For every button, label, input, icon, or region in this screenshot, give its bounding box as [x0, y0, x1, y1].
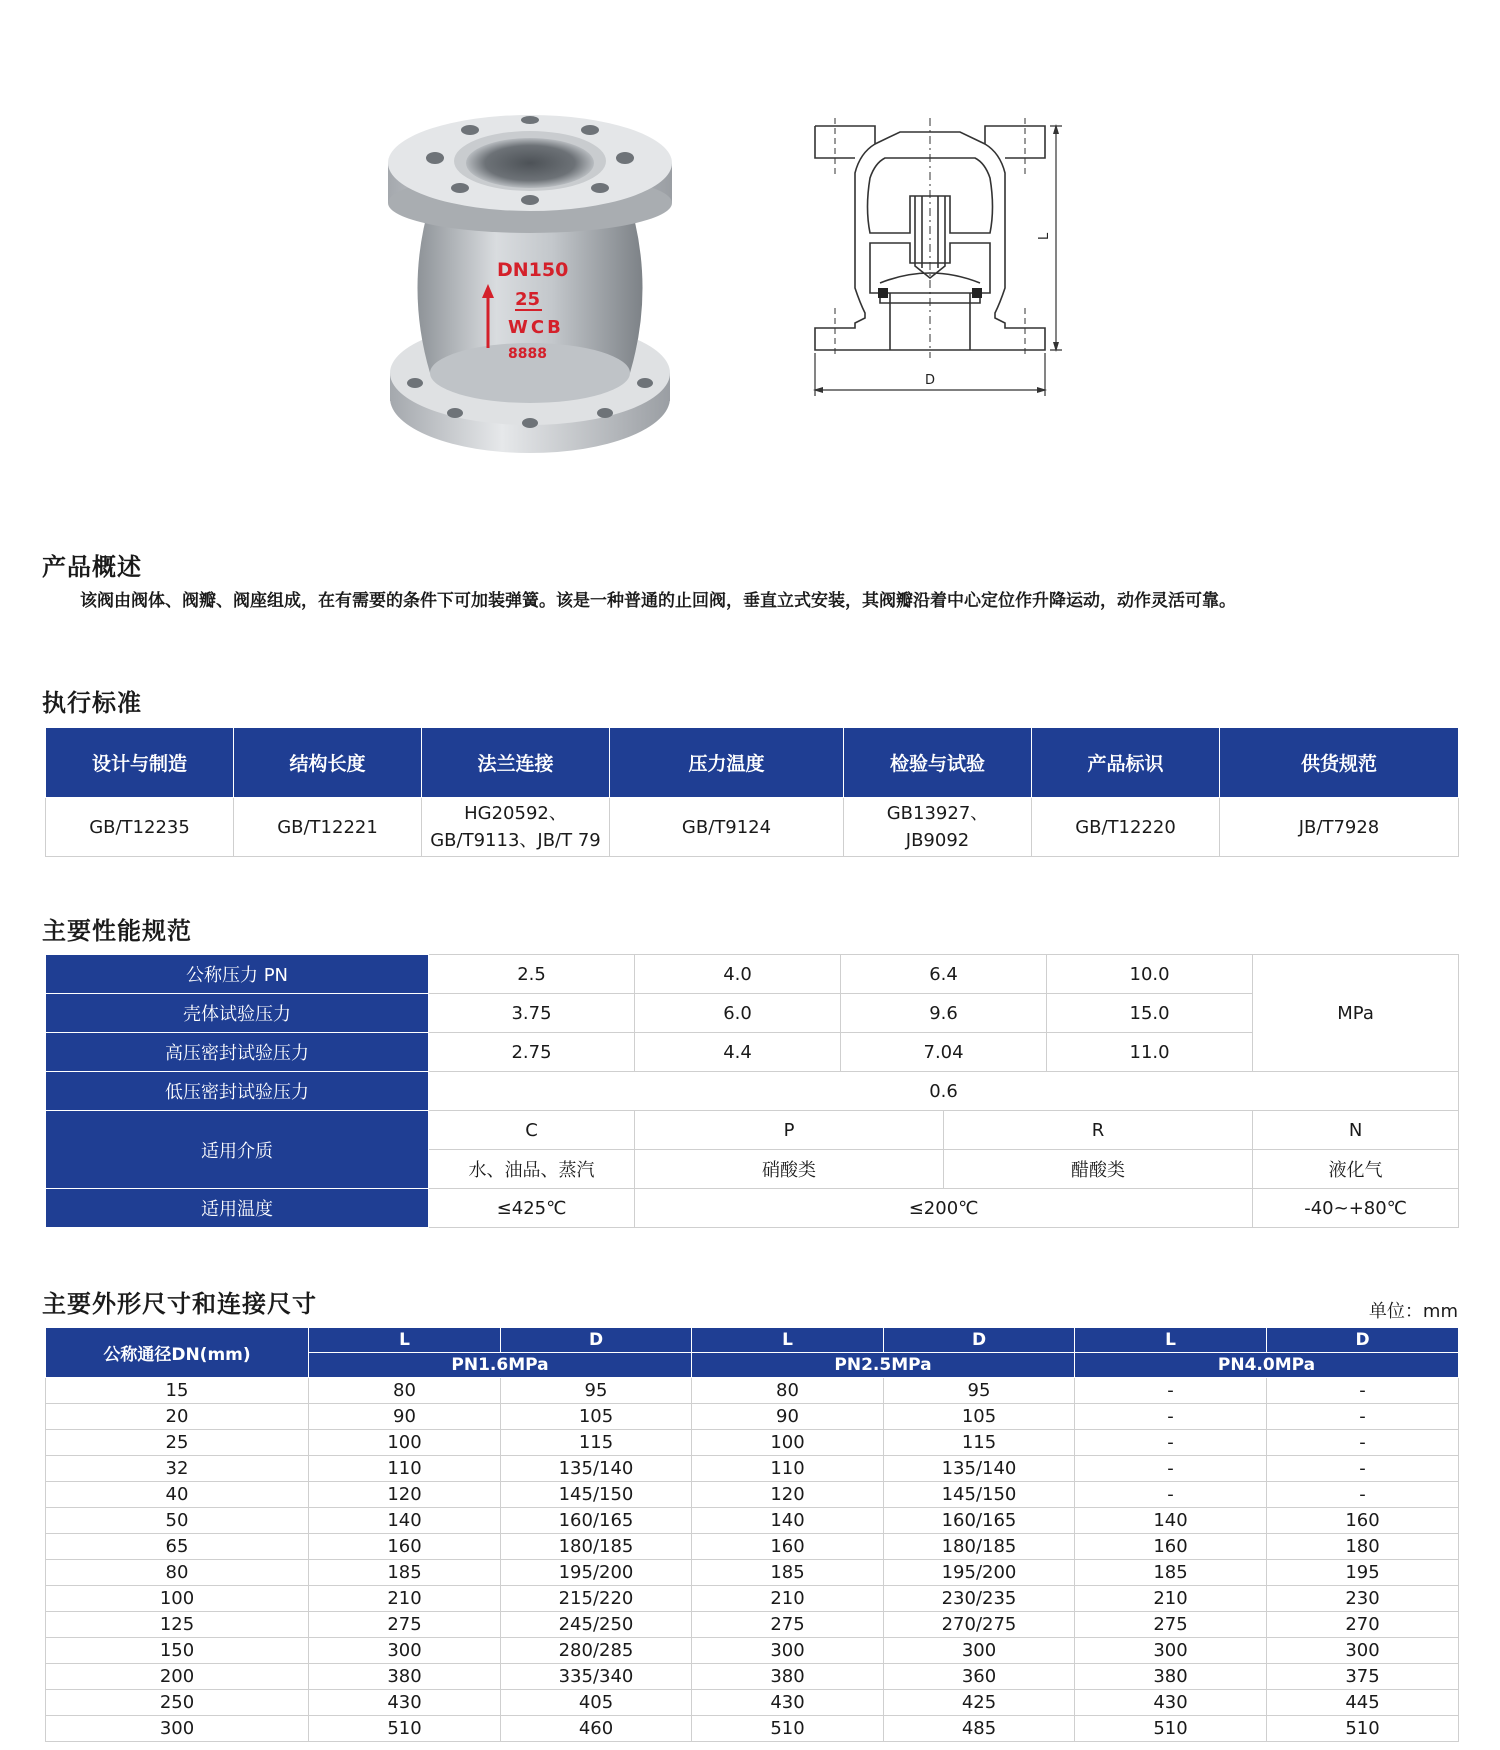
dims-cell-pn40-l: 275 [1075, 1612, 1267, 1638]
dims-cell-pn16-d: 245/250 [501, 1612, 692, 1638]
dims-cell-dn: 300 [46, 1716, 309, 1742]
perf-temp-value: ≤200℃ [635, 1189, 1253, 1228]
dims-header-d: D [1267, 1328, 1459, 1353]
table-row [46, 1664, 1459, 1690]
perf-label-high-seal: 高压密封试验压力 [46, 1033, 429, 1072]
dims-cell-pn16-d: 215/220 [501, 1586, 692, 1612]
dims-cell-pn40-d: 230 [1267, 1586, 1459, 1612]
dims-cell-dn: 20 [46, 1404, 309, 1430]
dims-cell-pn25-d: 270/275 [884, 1612, 1075, 1638]
dims-cell-dn: 150 [46, 1638, 309, 1664]
perf-high-seal-value: 4.4 [635, 1033, 841, 1072]
perf-shell-value: 3.75 [429, 994, 635, 1033]
table-row [46, 1586, 1459, 1612]
perf-media-code: C [429, 1111, 635, 1150]
dims-cell-pn40-l: 380 [1075, 1664, 1267, 1690]
dims-cell-pn25-d: 160/165 [884, 1508, 1075, 1534]
dims-cell-pn25-d: 145/150 [884, 1482, 1075, 1508]
dims-header-l: L [1075, 1328, 1267, 1353]
dimension-l-label: L [1037, 232, 1052, 240]
dims-cell-dn: 200 [46, 1664, 309, 1690]
dimensions-title: 主要外形尺寸和连接尺寸 [42, 1290, 317, 1318]
overview-text: 该阀由阀体、阀瓣、阀座组成，在有需要的条件下可加装弹簧。该是一种普通的止回阀，垂直立式安装，其阀瓣沿着中心定位作升降运动，动作灵活可靠。 [80, 591, 1236, 611]
dims-cell-pn25-l: 380 [692, 1664, 884, 1690]
valve-drawing [800, 118, 1120, 458]
dims-header-row-1 [46, 1328, 1459, 1353]
dims-cell-pn16-l: 510 [309, 1716, 501, 1742]
perf-label-temp: 适用温度 [46, 1189, 429, 1228]
dims-cell-pn40-d: 180 [1267, 1534, 1459, 1560]
perf-row-temp [46, 1189, 1459, 1228]
perf-row-high-seal [46, 1033, 1459, 1072]
dims-cell-pn25-l: 275 [692, 1612, 884, 1638]
dims-cell-pn16-l: 275 [309, 1612, 501, 1638]
perf-label-low-seal: 低压密封试验压力 [46, 1072, 429, 1111]
dims-cell-pn25-l: 110 [692, 1456, 884, 1482]
dims-cell-pn25-d: 360 [884, 1664, 1075, 1690]
perf-shell-value: 15.0 [1047, 994, 1253, 1033]
perf-row-media-codes [46, 1111, 1459, 1150]
dims-header-pn25: PN2.5MPa [692, 1353, 1075, 1378]
table-row [46, 1508, 1459, 1534]
dims-cell-pn40-d: - [1267, 1378, 1459, 1404]
dims-cell-pn25-l: 210 [692, 1586, 884, 1612]
dims-cell-pn16-d: 405 [501, 1690, 692, 1716]
dims-cell-pn25-d: 105 [884, 1404, 1075, 1430]
dims-cell-pn40-l: 140 [1075, 1508, 1267, 1534]
dims-cell-dn: 100 [46, 1586, 309, 1612]
dims-cell-pn40-l: 160 [1075, 1534, 1267, 1560]
dims-cell-dn: 15 [46, 1378, 309, 1404]
dims-cell-dn: 40 [46, 1482, 309, 1508]
std-value-flange: HG20592、 GB/T9113、JB/T 79 [422, 798, 610, 857]
dims-cell-pn40-d: - [1267, 1404, 1459, 1430]
marking-pressure: 25 [515, 289, 541, 310]
table-row [46, 1482, 1459, 1508]
dims-cell-pn40-l: - [1075, 1404, 1267, 1430]
perf-nominal-value: 10.0 [1047, 955, 1253, 994]
perf-row-shell [46, 994, 1459, 1033]
perf-shell-value: 9.6 [841, 994, 1047, 1033]
dims-cell-pn16-l: 80 [309, 1378, 501, 1404]
dims-cell-pn25-d: 135/140 [884, 1456, 1075, 1482]
standards-header-row [46, 728, 1459, 798]
dims-cell-pn40-l: - [1075, 1430, 1267, 1456]
std-header-supply: 供货规范 [1220, 728, 1459, 798]
dims-cell-pn16-l: 300 [309, 1638, 501, 1664]
perf-label-shell: 壳体试验压力 [46, 994, 429, 1033]
dims-cell-pn25-d: 115 [884, 1430, 1075, 1456]
std-header-flange: 法兰连接 [422, 728, 610, 798]
perf-media-code: P [635, 1111, 944, 1150]
perf-low-seal-value: 0.6 [429, 1072, 1459, 1111]
dims-cell-pn16-d: 180/185 [501, 1534, 692, 1560]
dims-cell-pn40-l: - [1075, 1378, 1267, 1404]
dims-cell-pn40-d: 445 [1267, 1690, 1459, 1716]
marking-material: WCB [508, 317, 564, 338]
dims-cell-pn25-l: 430 [692, 1690, 884, 1716]
table-row [46, 1456, 1459, 1482]
dims-header-pn16: PN1.6MPa [309, 1353, 692, 1378]
performance-title: 主要性能规范 [42, 917, 192, 945]
dims-cell-pn16-d: 335/340 [501, 1664, 692, 1690]
perf-high-seal-value: 11.0 [1047, 1033, 1253, 1072]
dims-header-l: L [692, 1328, 884, 1353]
valve-photo [385, 108, 675, 463]
dims-cell-pn40-l: 210 [1075, 1586, 1267, 1612]
perf-media-name: 水、油品、蒸汽 [429, 1150, 635, 1189]
dims-cell-pn16-l: 140 [309, 1508, 501, 1534]
dims-header-d: D [501, 1328, 692, 1353]
dims-body [46, 1378, 1459, 1742]
dims-cell-pn25-d: 180/185 [884, 1534, 1075, 1560]
dims-cell-pn40-d: - [1267, 1430, 1459, 1456]
std-value-design: GB/T12235 [46, 798, 234, 857]
dims-cell-pn40-l: 300 [1075, 1638, 1267, 1664]
dims-cell-pn25-d: 300 [884, 1638, 1075, 1664]
dims-cell-pn40-d: - [1267, 1456, 1459, 1482]
perf-row-low-seal [46, 1072, 1459, 1111]
dims-cell-pn25-l: 80 [692, 1378, 884, 1404]
std-value-marking: GB/T12220 [1032, 798, 1220, 857]
dims-cell-pn40-l: - [1075, 1456, 1267, 1482]
dims-cell-pn25-l: 510 [692, 1716, 884, 1742]
product-figures [0, 90, 1500, 480]
dims-cell-pn16-l: 100 [309, 1430, 501, 1456]
std-header-inspection: 检验与试验 [844, 728, 1032, 798]
perf-nominal-value: 6.4 [841, 955, 1047, 994]
std-value-pressure-temp: GB/T9124 [610, 798, 844, 857]
overview-title: 产品概述 [42, 553, 142, 581]
table-row [46, 1716, 1459, 1742]
dims-header-d: D [884, 1328, 1075, 1353]
dims-cell-pn40-l: 510 [1075, 1716, 1267, 1742]
perf-nominal-value: 4.0 [635, 955, 841, 994]
std-value-length: GB/T12221 [234, 798, 422, 857]
table-row [46, 1560, 1459, 1586]
table-row [46, 1430, 1459, 1456]
table-row [46, 1638, 1459, 1664]
dims-cell-pn25-l: 120 [692, 1482, 884, 1508]
perf-row-nominal [46, 955, 1459, 994]
perf-temp-value: -40~+80℃ [1253, 1189, 1459, 1228]
standards-value-row [46, 798, 1459, 857]
perf-shell-value: 6.0 [635, 994, 841, 1033]
dims-cell-pn40-d: 270 [1267, 1612, 1459, 1638]
std-header-design: 设计与制造 [46, 728, 234, 798]
perf-media-name: 醋酸类 [944, 1150, 1253, 1189]
perf-unit: MPa [1253, 955, 1459, 1072]
dims-cell-pn16-d: 160/165 [501, 1508, 692, 1534]
table-row [46, 1690, 1459, 1716]
std-header-pressure-temp: 压力温度 [610, 728, 844, 798]
dims-cell-pn25-d: 195/200 [884, 1560, 1075, 1586]
dims-cell-pn16-d: 115 [501, 1430, 692, 1456]
marking-size: DN150 [497, 259, 569, 281]
dims-cell-pn25-l: 160 [692, 1534, 884, 1560]
dims-cell-pn40-d: 160 [1267, 1508, 1459, 1534]
dims-cell-pn25-l: 140 [692, 1508, 884, 1534]
dims-cell-pn16-d: 135/140 [501, 1456, 692, 1482]
dims-cell-pn16-d: 195/200 [501, 1560, 692, 1586]
dims-cell-pn16-l: 120 [309, 1482, 501, 1508]
dims-cell-pn16-l: 380 [309, 1664, 501, 1690]
perf-label-media: 适用介质 [46, 1111, 429, 1189]
perf-high-seal-value: 7.04 [841, 1033, 1047, 1072]
dims-cell-dn: 25 [46, 1430, 309, 1456]
dims-cell-pn40-l: - [1075, 1482, 1267, 1508]
perf-media-name: 硝酸类 [635, 1150, 944, 1189]
dims-cell-pn40-d: 375 [1267, 1664, 1459, 1690]
dims-header-pn40: PN4.0MPa [1075, 1353, 1459, 1378]
perf-media-code: N [1253, 1111, 1459, 1150]
perf-temp-value: ≤425℃ [429, 1189, 635, 1228]
table-row [46, 1534, 1459, 1560]
dimensions-table [45, 1327, 1459, 1742]
dims-cell-dn: 65 [46, 1534, 309, 1560]
dims-cell-pn25-d: 485 [884, 1716, 1075, 1742]
dims-cell-pn40-d: 195 [1267, 1560, 1459, 1586]
dims-cell-pn16-d: 105 [501, 1404, 692, 1430]
dims-cell-pn16-d: 280/285 [501, 1638, 692, 1664]
dims-header-l: L [309, 1328, 501, 1353]
table-row [46, 1378, 1459, 1404]
standards-title: 执行标准 [42, 689, 142, 717]
dims-cell-pn40-l: 430 [1075, 1690, 1267, 1716]
dims-cell-pn25-l: 185 [692, 1560, 884, 1586]
standards-table [45, 727, 1459, 857]
dims-cell-pn25-d: 230/235 [884, 1586, 1075, 1612]
table-row [46, 1612, 1459, 1638]
dimension-d-label: D [925, 373, 936, 388]
dims-cell-pn25-l: 300 [692, 1638, 884, 1664]
std-header-length: 结构长度 [234, 728, 422, 798]
std-header-marking: 产品标识 [1032, 728, 1220, 798]
std-value-supply: JB/T7928 [1220, 798, 1459, 857]
dims-cell-pn25-l: 90 [692, 1404, 884, 1430]
dims-cell-pn40-d: 300 [1267, 1638, 1459, 1664]
dims-cell-pn16-l: 210 [309, 1586, 501, 1612]
dims-cell-pn16-l: 430 [309, 1690, 501, 1716]
dims-cell-dn: 32 [46, 1456, 309, 1482]
dims-cell-pn16-d: 460 [501, 1716, 692, 1742]
dims-cell-pn16-l: 160 [309, 1534, 501, 1560]
perf-nominal-value: 2.5 [429, 955, 635, 994]
dims-header-dn: 公称通径DN(mm) [46, 1328, 309, 1378]
dims-cell-dn: 250 [46, 1690, 309, 1716]
dims-cell-pn25-l: 100 [692, 1430, 884, 1456]
perf-media-code: R [944, 1111, 1253, 1150]
perf-high-seal-value: 2.75 [429, 1033, 635, 1072]
dims-cell-pn25-d: 95 [884, 1378, 1075, 1404]
dims-cell-pn25-d: 425 [884, 1690, 1075, 1716]
dims-cell-pn16-d: 145/150 [501, 1482, 692, 1508]
dims-cell-dn: 50 [46, 1508, 309, 1534]
dims-cell-pn40-d: 510 [1267, 1716, 1459, 1742]
performance-table [45, 954, 1459, 1228]
dims-cell-pn16-l: 110 [309, 1456, 501, 1482]
marking-code: 8888 [508, 346, 547, 362]
dims-cell-pn40-d: - [1267, 1482, 1459, 1508]
dims-cell-pn16-l: 90 [309, 1404, 501, 1430]
perf-label-nominal: 公称压力 PN [46, 955, 429, 994]
dims-cell-dn: 125 [46, 1612, 309, 1638]
table-row [46, 1404, 1459, 1430]
dims-cell-pn16-d: 95 [501, 1378, 692, 1404]
dims-cell-pn16-l: 185 [309, 1560, 501, 1586]
perf-media-name: 液化气 [1253, 1150, 1459, 1189]
dims-cell-pn40-l: 185 [1075, 1560, 1267, 1586]
dims-cell-dn: 80 [46, 1560, 309, 1586]
std-value-inspection: GB13927、 JB9092 [844, 798, 1032, 857]
unit-label: 单位：mm [1368, 1301, 1458, 1322]
